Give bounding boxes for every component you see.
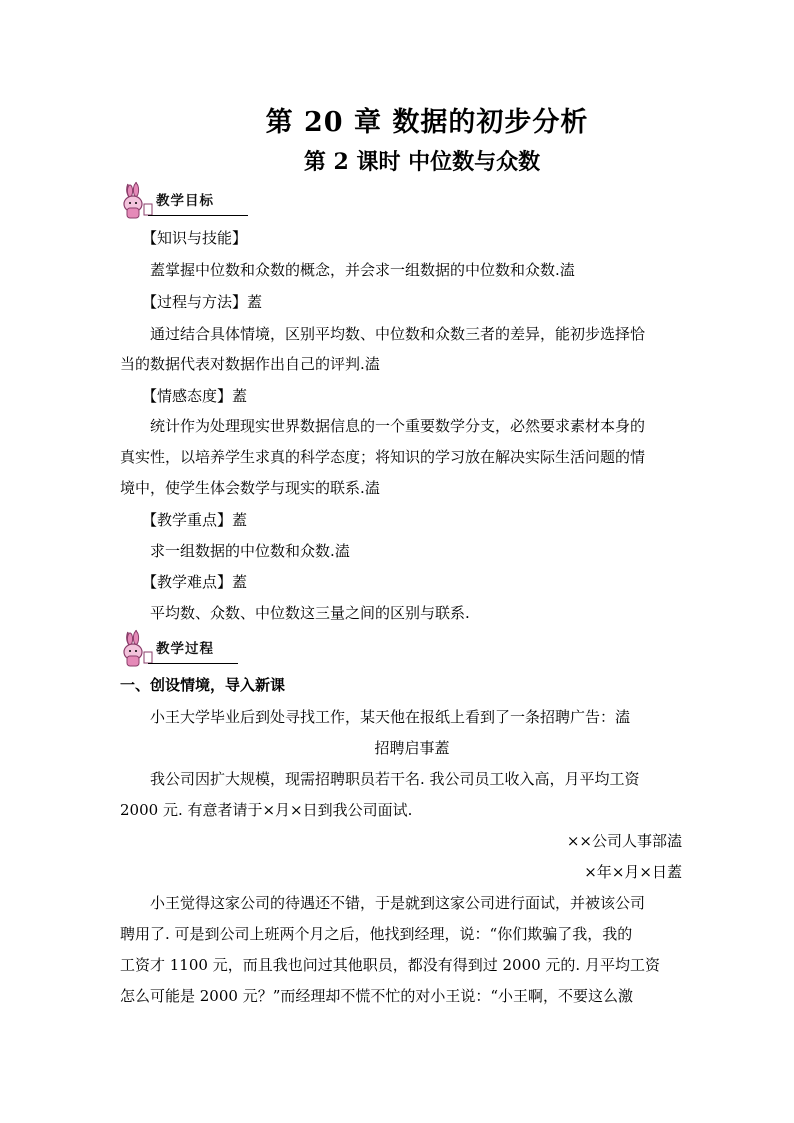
story-text-2: 聘用了. 可是到公司上班两个月之后，他找到经理，说：“你们欺骗了我，我的: [120, 925, 633, 943]
banner-underline: [148, 663, 238, 664]
part1-heading: 一、创设情境，导入新课: [120, 676, 286, 694]
key-text: 求一组数据的中位数和众数.溘: [150, 542, 350, 560]
ad-signature: ××公司人事部溘: [566, 832, 682, 850]
ad-text-2: 2000 元. 有意者请于×月×日到我公司面试.: [120, 801, 413, 819]
knowledge-heading: 【知识与技能】: [142, 229, 248, 247]
bunny-icon: [118, 180, 158, 220]
method-text-2: 当的数据代表对数据作出自己的评判.溘: [120, 355, 380, 373]
ad-text-1: 我公司因扩大规模，现需招聘职员若干名. 我公司员工收入高，月平均工资: [150, 770, 640, 788]
section-banner-process: [118, 628, 238, 668]
banner-label-goals: 教学目标: [156, 193, 214, 209]
emotion-text-2: 真实性，以培养学生求真的科学态度；将知识的学习放在解决实际生活问题的情: [120, 448, 646, 466]
chapter-title: 第 20 章 数据的初步分析: [265, 107, 589, 138]
ad-date: ×年×月×日蓋: [584, 863, 682, 881]
intro-paragraph: 小王大学毕业后到处寻找工作，某天他在报纸上看到了一条招聘广告：溘: [150, 708, 631, 726]
bunny-icon: [118, 628, 158, 668]
lesson-title: 第 2 课时 中位数与众数: [303, 149, 541, 175]
banner-label-process: 教学过程: [156, 641, 214, 657]
banner-underline: [148, 215, 248, 216]
story-text-1: 小王觉得这家公司的待遇还不错，于是就到这家公司进行面试，并被该公司: [150, 894, 646, 912]
ad-title: 招聘启事蓋: [374, 739, 450, 757]
key-heading: 【教学重点】蓋: [142, 511, 248, 529]
emotion-text-1: 统计作为处理现实世界数据信息的一个重要数学分支，必然要求素材本身的: [150, 417, 646, 435]
story-text-4: 怎么可能是 2000 元？”而经理却不慌不忙的对小王说：“小王啊，不要这么激: [120, 987, 634, 1005]
method-text-1: 通过结合具体情境，区别平均数、中位数和众数三者的差异，能初步选择恰: [150, 325, 646, 343]
difficulty-heading: 【教学难点】蓋: [142, 573, 248, 591]
emotion-text-3: 境中，使学生体会数学与现实的联系.溘: [120, 479, 380, 497]
section-banner-goals: [118, 180, 248, 220]
knowledge-text: 蓋掌握中位数和众数的概念，并会求一组数据的中位数和众数.溘: [150, 261, 575, 279]
story-text-3: 工资才 1100 元，而且我也问过其他职员，都没有得到过 2000 元的. 月平均工资: [120, 956, 660, 974]
difficulty-text: 平均数、众数、中位数这三量之间的区别与联系.: [150, 604, 470, 622]
method-heading: 【过程与方法】蓋: [142, 293, 263, 311]
emotion-heading: 【情感态度】蓋: [142, 387, 248, 405]
